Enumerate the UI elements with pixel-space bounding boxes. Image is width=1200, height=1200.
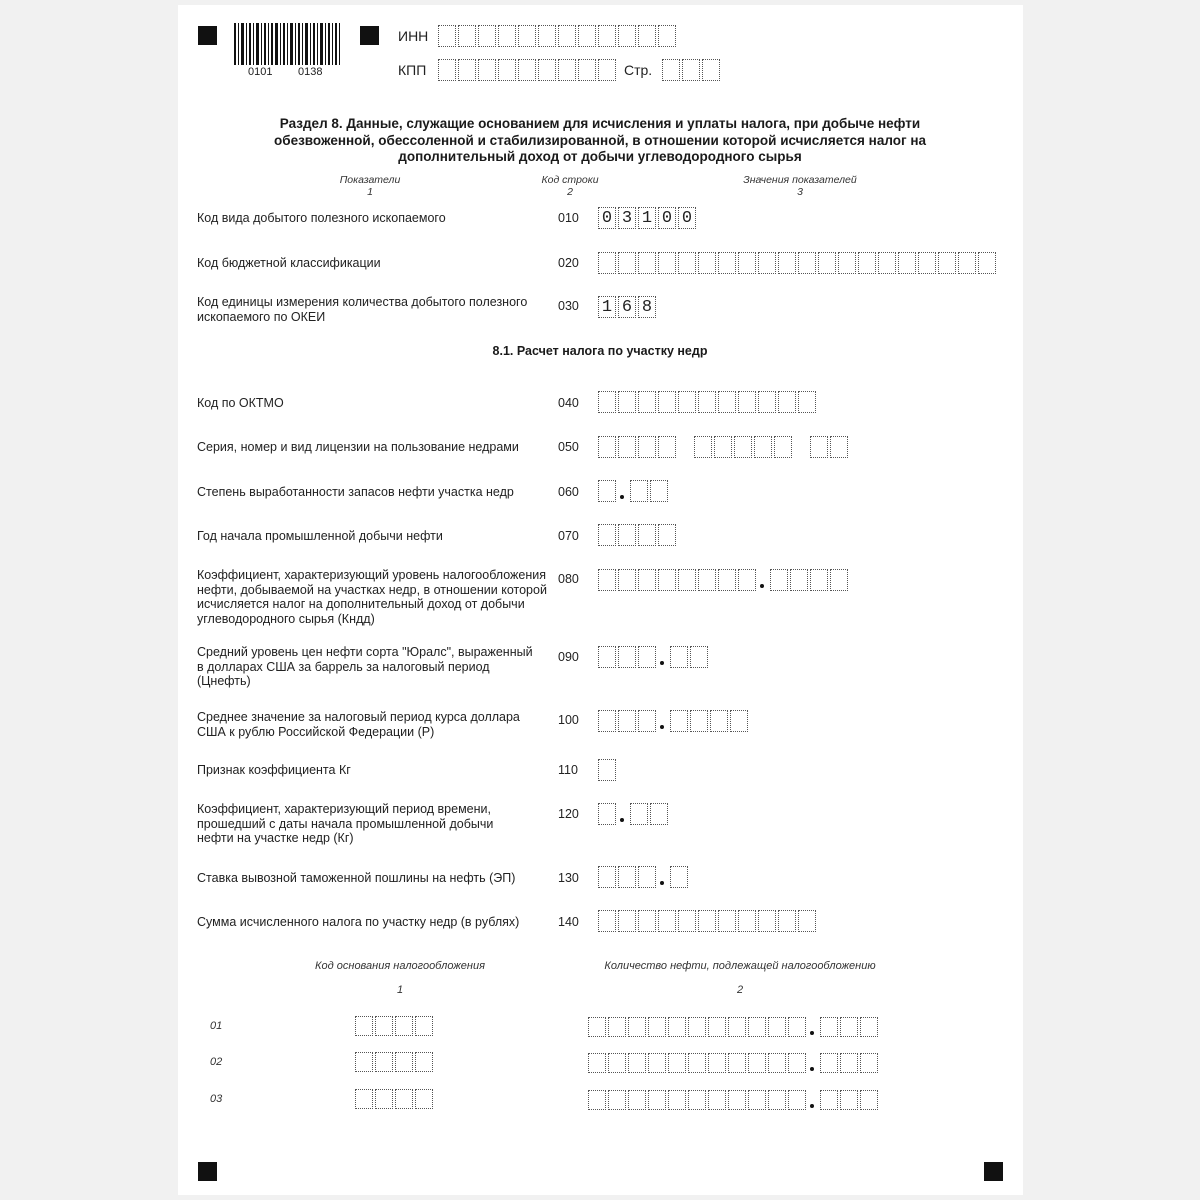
reserves-depletion-degree-field[interactable] bbox=[598, 480, 670, 502]
license-series-number-type-field[interactable] bbox=[598, 436, 850, 458]
subsection-title: 8.1. Расчет налога по участку недр bbox=[492, 344, 708, 358]
production-start-year-field[interactable] bbox=[598, 524, 678, 546]
row-code-090: 090 bbox=[558, 650, 579, 664]
row-label-010: Код вида добытого полезного ископаемого bbox=[197, 211, 446, 225]
barcode-icon bbox=[232, 23, 344, 67]
row-code-140: 140 bbox=[558, 915, 579, 929]
row-label-060: Степень выработанности запасов нефти участка недр bbox=[197, 485, 514, 499]
corner-marker-top-center bbox=[360, 26, 379, 45]
column-header-values: Значения показателей 3 bbox=[743, 174, 857, 198]
row-code-050: 050 bbox=[558, 440, 579, 454]
row-code-070: 070 bbox=[558, 529, 579, 543]
row-label-130: Ставка вывозной таможенной пошлины на нефть (ЭП) bbox=[197, 871, 516, 885]
inn-field[interactable] bbox=[438, 25, 678, 47]
corner-marker-bottom-right bbox=[984, 1162, 1003, 1181]
row-label-110: Признак коэффициента Кг bbox=[197, 763, 351, 777]
kpp-label: КПП bbox=[398, 62, 427, 78]
row-code-040: 040 bbox=[558, 396, 579, 410]
row-label-030: Код единицы измерения количества добытого полезного ископаемого по ОКЕИ bbox=[197, 295, 528, 324]
budget-classification-code-field[interactable] bbox=[598, 252, 998, 274]
table-header-basis-code: Код основания налогообложения bbox=[315, 960, 485, 972]
column-header-indicators: Показатели 1 bbox=[339, 174, 401, 198]
basis-code-field-03[interactable] bbox=[355, 1089, 435, 1109]
kg-coefficient-field[interactable] bbox=[598, 803, 670, 825]
row-code-030: 030 bbox=[558, 299, 579, 313]
row-label-090: Средний уровень цен нефти сорта "Юралс", выраженный в долларах США за баррель за налоговый период (Цнефть) bbox=[197, 645, 533, 688]
table-row-label-03: 03 bbox=[210, 1093, 223, 1105]
row-code-060: 060 bbox=[558, 485, 579, 499]
row-label-020: Код бюджетной классификации bbox=[197, 256, 381, 270]
table-header-oil-quantity-num: 2 bbox=[736, 984, 744, 996]
kpp-field[interactable] bbox=[438, 59, 618, 81]
table-header-basis-code-num: 1 bbox=[396, 984, 404, 996]
basis-code-field-02[interactable] bbox=[355, 1052, 435, 1072]
row-code-080: 080 bbox=[558, 572, 579, 586]
barcode-number-2: 0138 bbox=[298, 66, 323, 78]
calculated-tax-amount-field[interactable] bbox=[598, 910, 818, 932]
kg-coefficient-flag-field[interactable] bbox=[598, 759, 618, 781]
row-code-130: 130 bbox=[558, 871, 579, 885]
oil-quantity-field-01[interactable] bbox=[588, 1016, 880, 1038]
row-label-080: Коэффициент, характеризующий уровень налогообложения нефти, добываемой на участках недр, в отношении которой исчисляется налог на дополнительный доход от добычи углеводородного сырья (Кндд) bbox=[197, 568, 547, 626]
row-label-040: Код по ОКТМО bbox=[197, 396, 284, 410]
table-row-label-01: 01 bbox=[210, 1020, 223, 1032]
section-title: Раздел 8. Данные, служащие основанием для исчисления и уплаты налога, при добыче нефти обезвоженной, обессоленной и стабилизированной, в отношении которой исчисляется налог на дополнительный доход от добычи углеводородного сырья bbox=[273, 116, 927, 164]
page-number-field[interactable] bbox=[662, 59, 722, 81]
row-code-100: 100 bbox=[558, 713, 579, 727]
usd-rub-rate-field[interactable] bbox=[598, 710, 750, 732]
row-label-070: Год начала промышленной добычи нефти bbox=[197, 529, 443, 543]
row-code-020: 020 bbox=[558, 256, 579, 270]
corner-marker-bottom-left bbox=[198, 1162, 217, 1181]
inn-label: ИНН bbox=[398, 28, 429, 44]
page-label: Стр. bbox=[624, 62, 653, 78]
row-label-140: Сумма исчисленного налога по участку недр (в рублях) bbox=[197, 915, 520, 929]
table-header-oil-quantity: Количество нефти, подлежащей налогообложению bbox=[604, 960, 876, 972]
corner-marker-top-left bbox=[198, 26, 217, 45]
column-header-line-code: Код строки 2 bbox=[541, 174, 599, 198]
table-row-label-02: 02 bbox=[210, 1056, 223, 1068]
row-label-100: Среднее значение за налоговый период курса доллара США к рублю Российской Федерации (Р) bbox=[197, 710, 520, 739]
row-label-050: Серия, номер и вид лицензии на пользование недрами bbox=[197, 440, 519, 454]
mineral-type-code-field[interactable]: 0 3 1 0 0 bbox=[598, 207, 698, 229]
row-code-010: 010 bbox=[558, 211, 579, 225]
row-label-120: Коэффициент, характеризующий период времени, прошедший с даты начала промышленной добычи нефти на участке недр (Кг) bbox=[197, 802, 494, 845]
okei-unit-code-field[interactable]: 1 6 8 bbox=[598, 296, 658, 318]
basis-code-field-01[interactable] bbox=[355, 1016, 435, 1036]
oil-quantity-field-03[interactable] bbox=[588, 1089, 880, 1111]
row-code-120: 120 bbox=[558, 807, 579, 821]
oktmo-code-field[interactable] bbox=[598, 391, 818, 413]
row-code-110: 110 bbox=[558, 763, 578, 777]
kndd-coefficient-field[interactable] bbox=[598, 569, 850, 591]
urals-price-field[interactable] bbox=[598, 646, 710, 668]
barcode-number-1: 0101 bbox=[248, 66, 273, 78]
oil-quantity-field-02[interactable] bbox=[588, 1052, 880, 1074]
export-duty-rate-field[interactable] bbox=[598, 866, 690, 888]
